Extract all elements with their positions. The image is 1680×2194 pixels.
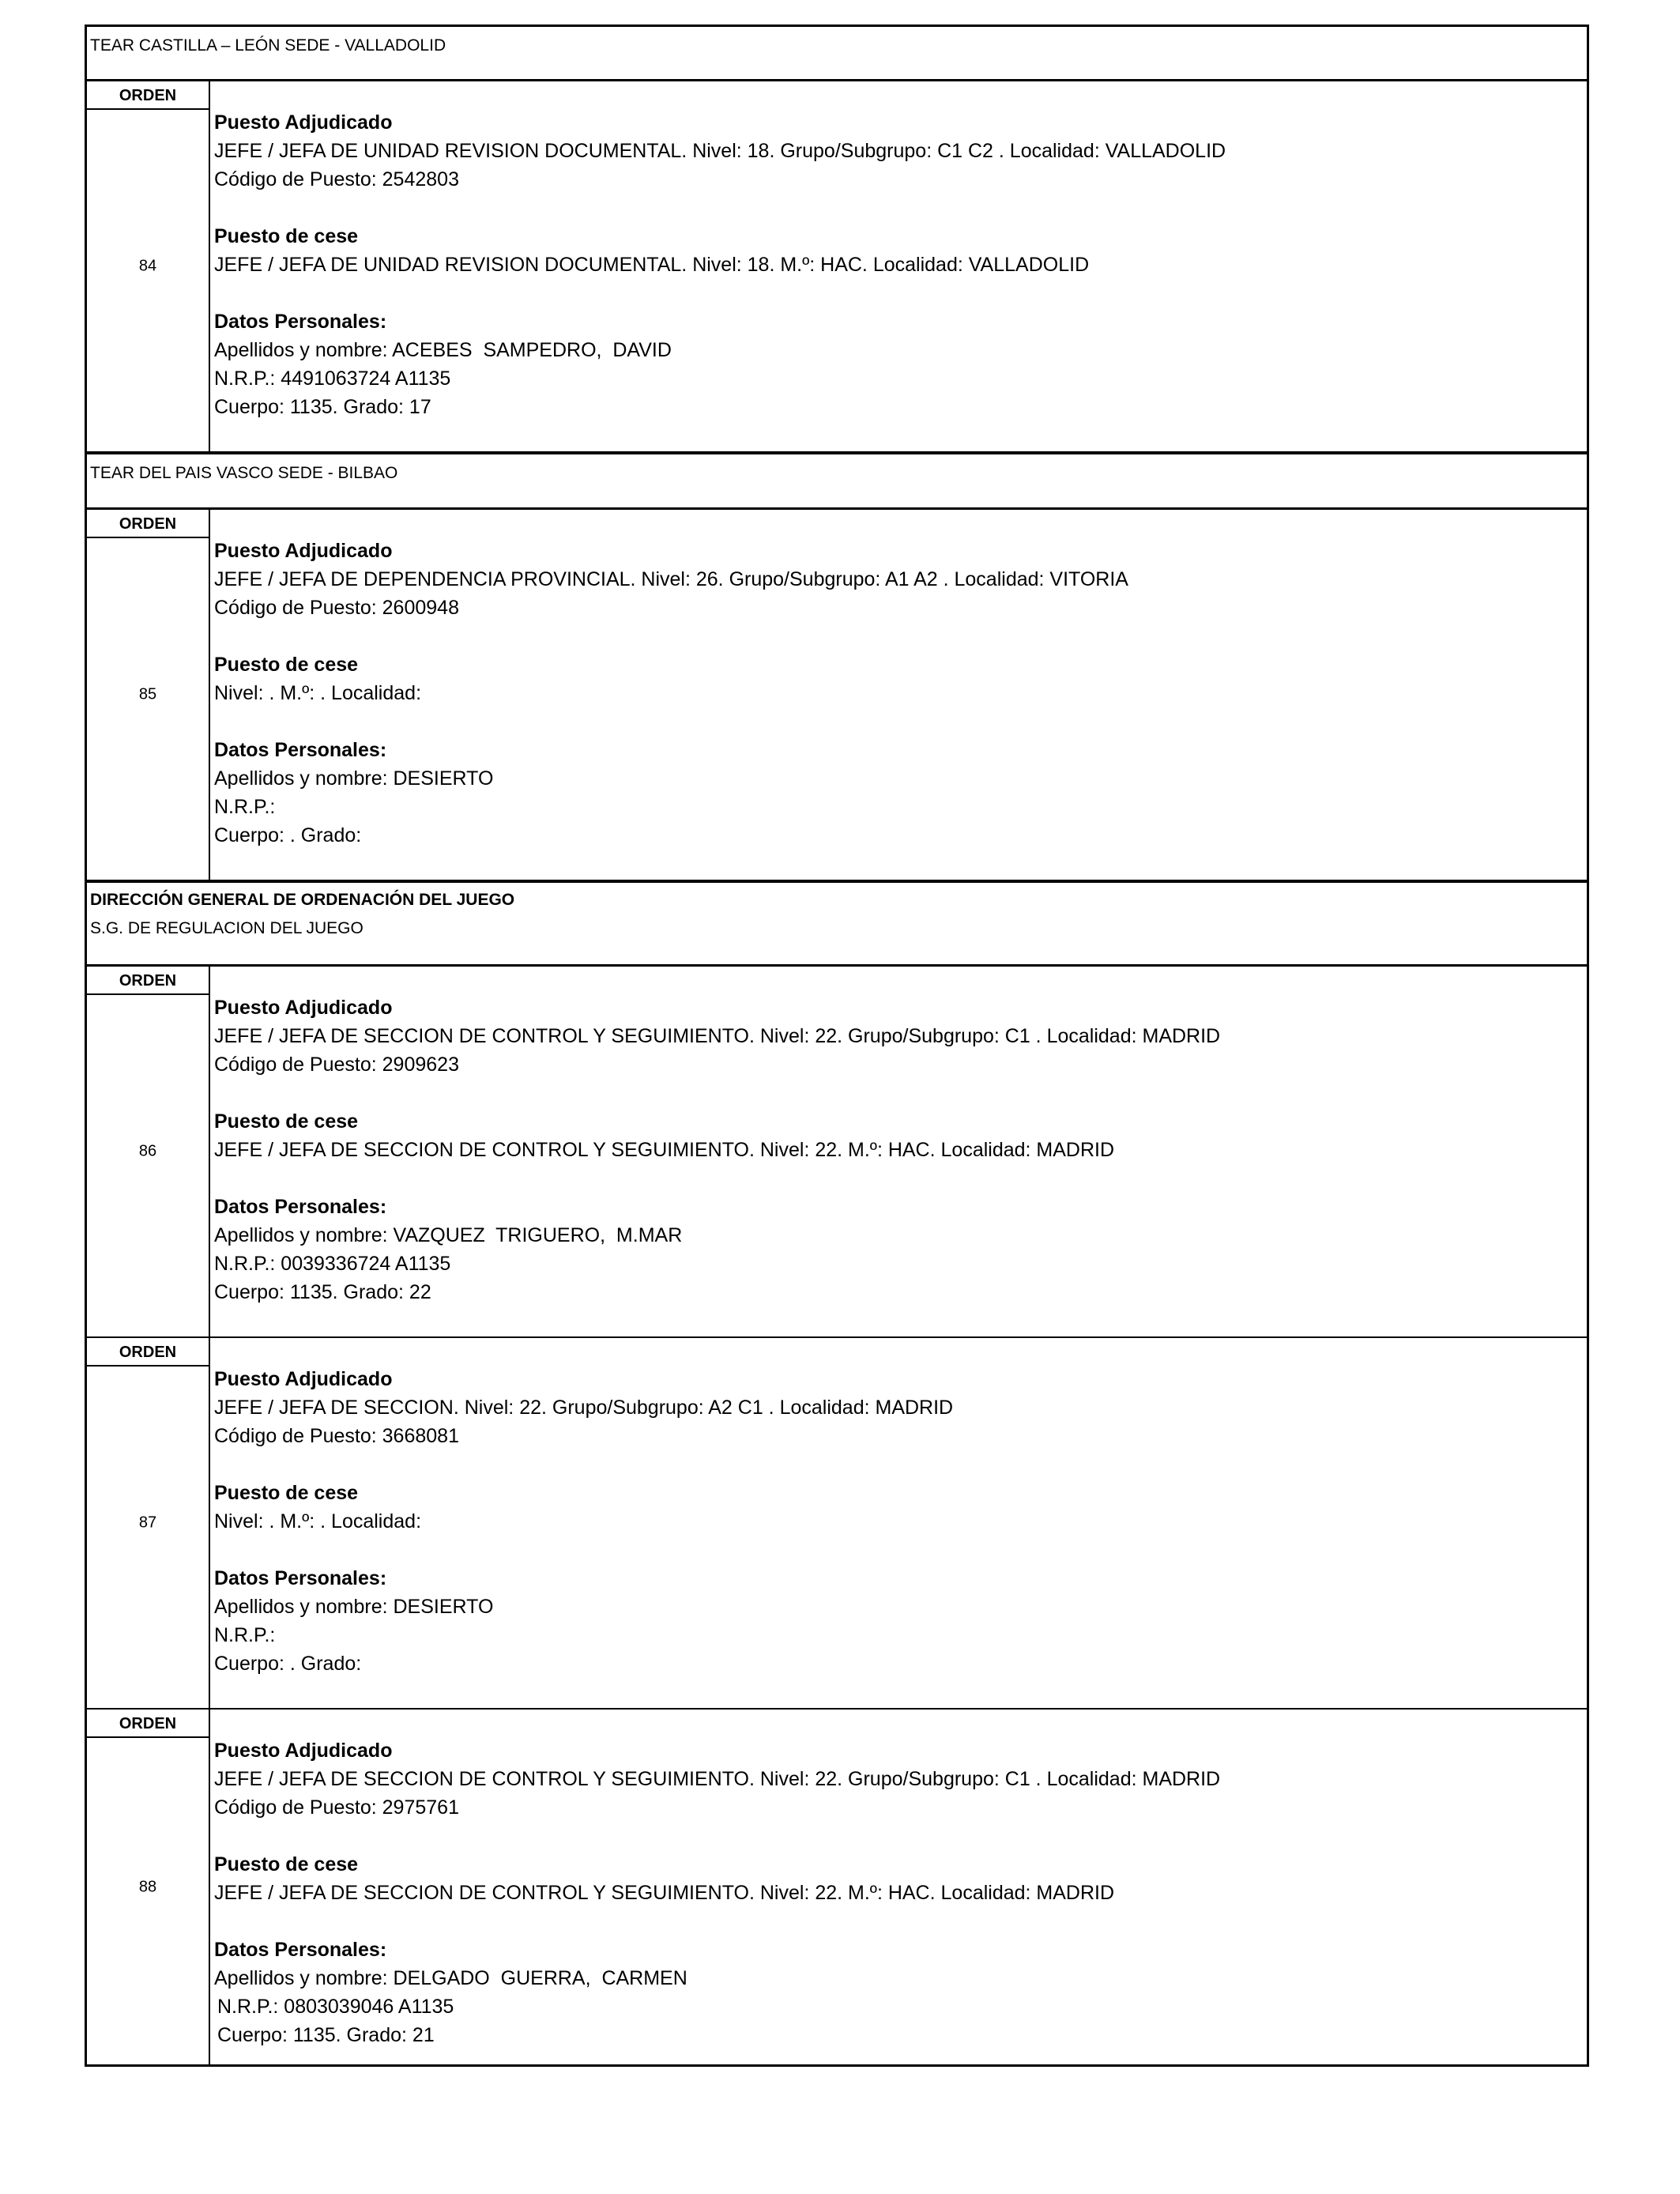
- puesto-cese-label: Puesto de cese: [214, 1110, 359, 1133]
- apellidos-nombre: Apellidos y nombre: DELGADO GUERRA, CARMEN: [214, 1967, 687, 1989]
- orden-cell: [87, 1710, 210, 2064]
- datos-personales-label: Datos Personales:: [214, 311, 387, 333]
- puesto-adjudicado-label: Puesto Adjudicado: [214, 997, 393, 1019]
- apellidos-nombre: Apellidos y nombre: ACEBES SAMPEDRO, DAVID: [214, 339, 672, 361]
- puesto-adjudicado-text: JEFE / JEFA DE SECCION. Nivel: 22. Grupo/Subgrupo: A2 C1 . Localidad: MADRID: [214, 1397, 954, 1419]
- record-content: [210, 1710, 1587, 2064]
- puesto-cese-label: Puesto de cese: [214, 1853, 359, 1875]
- orden-header: ORDEN: [87, 967, 209, 995]
- nrp: N.R.P.: 0803039046 A1135: [217, 1996, 454, 2018]
- puesto-cese-text: JEFE / JEFA DE SECCION DE CONTROL Y SEGUIMIENTO. Nivel: 22. M.º: HAC. Localidad: MADRID: [214, 1882, 1115, 1904]
- nrp: N.R.P.:: [214, 796, 276, 818]
- puesto-cese-text: Nivel: . M.º: . Localidad:: [214, 682, 422, 704]
- section-header: [85, 453, 1589, 510]
- section-subtitle: TEAR CASTILLA – LEÓN SEDE - VALLADOLID: [90, 36, 446, 55]
- puesto-adjudicado-label: Puesto Adjudicado: [214, 111, 393, 134]
- puesto-adjudicado-text: JEFE / JEFA DE UNIDAD REVISION DOCUMENTAL. Nivel: 18. Grupo/Subgrupo: C1 C2 . Localidad: VALLADOLID: [214, 140, 1226, 162]
- section-header: [85, 881, 1589, 967]
- section-subtitle: TEAR DEL PAIS VASCO SEDE - BILBAO: [90, 464, 398, 482]
- orden-cell: [87, 1338, 210, 1708]
- cuerpo-grado: Cuerpo: 1135. Grado: 21: [217, 2024, 435, 2046]
- record-row: [85, 1710, 1589, 2067]
- cuerpo-grado: Cuerpo: . Grado:: [214, 824, 362, 846]
- puesto-cese-label: Puesto de cese: [214, 1482, 359, 1504]
- section-subtitle: S.G. DE REGULACION DEL JUEGO: [90, 919, 363, 937]
- section-title: DIRECCIÓN GENERAL DE ORDENACIÓN DEL JUEGO: [90, 891, 515, 909]
- orden-header: ORDEN: [87, 1338, 209, 1367]
- record-row: [85, 967, 1589, 1338]
- codigo-puesto: Código de Puesto: 2600948: [214, 597, 459, 619]
- codigo-puesto: Código de Puesto: 3668081: [214, 1425, 459, 1447]
- puesto-adjudicado-label: Puesto Adjudicado: [214, 540, 393, 562]
- datos-personales-label: Datos Personales:: [214, 1939, 387, 1961]
- record-content: [210, 510, 1587, 880]
- datos-personales-label: Datos Personales:: [214, 1196, 387, 1218]
- cuerpo-grado: Cuerpo: 1135. Grado: 17: [214, 396, 431, 418]
- puesto-cese-label: Puesto de cese: [214, 225, 359, 247]
- cuerpo-grado: Cuerpo: 1135. Grado: 22: [214, 1281, 431, 1303]
- cuerpo-grado: Cuerpo: . Grado:: [214, 1653, 362, 1675]
- nrp: N.R.P.: 0039336724 A1135: [214, 1253, 451, 1275]
- puesto-adjudicado-text: JEFE / JEFA DE SECCION DE CONTROL Y SEGUIMIENTO. Nivel: 22. Grupo/Subgrupo: C1 . Localidad: MADRID: [214, 1025, 1221, 1047]
- orden-header: ORDEN: [87, 510, 209, 538]
- codigo-puesto: Código de Puesto: 2542803: [214, 168, 459, 190]
- orden-number: 86: [138, 1142, 157, 1160]
- record-row: [85, 1338, 1589, 1710]
- puesto-adjudicado-label: Puesto Adjudicado: [214, 1740, 393, 1762]
- orden-cell: [87, 81, 210, 451]
- puesto-adjudicado-text: JEFE / JEFA DE SECCION DE CONTROL Y SEGUIMIENTO. Nivel: 22. Grupo/Subgrupo: C1 . Localidad: MADRID: [214, 1768, 1221, 1790]
- orden-number: 85: [138, 685, 157, 703]
- orden-number: 84: [138, 257, 157, 275]
- puesto-cese-text: JEFE / JEFA DE SECCION DE CONTROL Y SEGUIMIENTO. Nivel: 22. M.º: HAC. Localidad: MADRID: [214, 1139, 1115, 1161]
- apellidos-nombre: Apellidos y nombre: VAZQUEZ TRIGUERO, M.MAR: [214, 1224, 683, 1246]
- record-content: [210, 1338, 1587, 1708]
- record-row: [85, 81, 1589, 453]
- document-table: [85, 25, 1589, 2067]
- apellidos-nombre: Apellidos y nombre: DESIERTO: [214, 1596, 494, 1618]
- record-content: [210, 81, 1587, 451]
- puesto-adjudicado-text: JEFE / JEFA DE DEPENDENCIA PROVINCIAL. Nivel: 26. Grupo/Subgrupo: A1 A2 . Localidad: VITORIA: [214, 568, 1128, 590]
- orden-header: ORDEN: [87, 1710, 209, 1738]
- orden-cell: [87, 510, 210, 880]
- puesto-cese-text: Nivel: . M.º: . Localidad:: [214, 1510, 422, 1532]
- datos-personales-label: Datos Personales:: [214, 1567, 387, 1589]
- puesto-adjudicado-label: Puesto Adjudicado: [214, 1368, 393, 1390]
- codigo-puesto: Código de Puesto: 2975761: [214, 1796, 459, 1819]
- record-content: [210, 967, 1587, 1336]
- orden-number: 88: [138, 1878, 157, 1895]
- nrp: N.R.P.: 4491063724 A1135: [214, 368, 451, 390]
- orden-cell: [87, 967, 210, 1336]
- orden-number: 87: [138, 1514, 157, 1532]
- nrp: N.R.P.:: [214, 1624, 276, 1646]
- codigo-puesto: Código de Puesto: 2909623: [214, 1054, 459, 1076]
- datos-personales-label: Datos Personales:: [214, 739, 387, 761]
- section-header: [85, 25, 1589, 81]
- apellidos-nombre: Apellidos y nombre: DESIERTO: [214, 767, 494, 790]
- record-row: [85, 510, 1589, 881]
- puesto-cese-text: JEFE / JEFA DE UNIDAD REVISION DOCUMENTAL. Nivel: 18. M.º: HAC. Localidad: VALLADOLID: [214, 254, 1090, 276]
- puesto-cese-label: Puesto de cese: [214, 654, 359, 676]
- orden-header: ORDEN: [87, 81, 209, 110]
